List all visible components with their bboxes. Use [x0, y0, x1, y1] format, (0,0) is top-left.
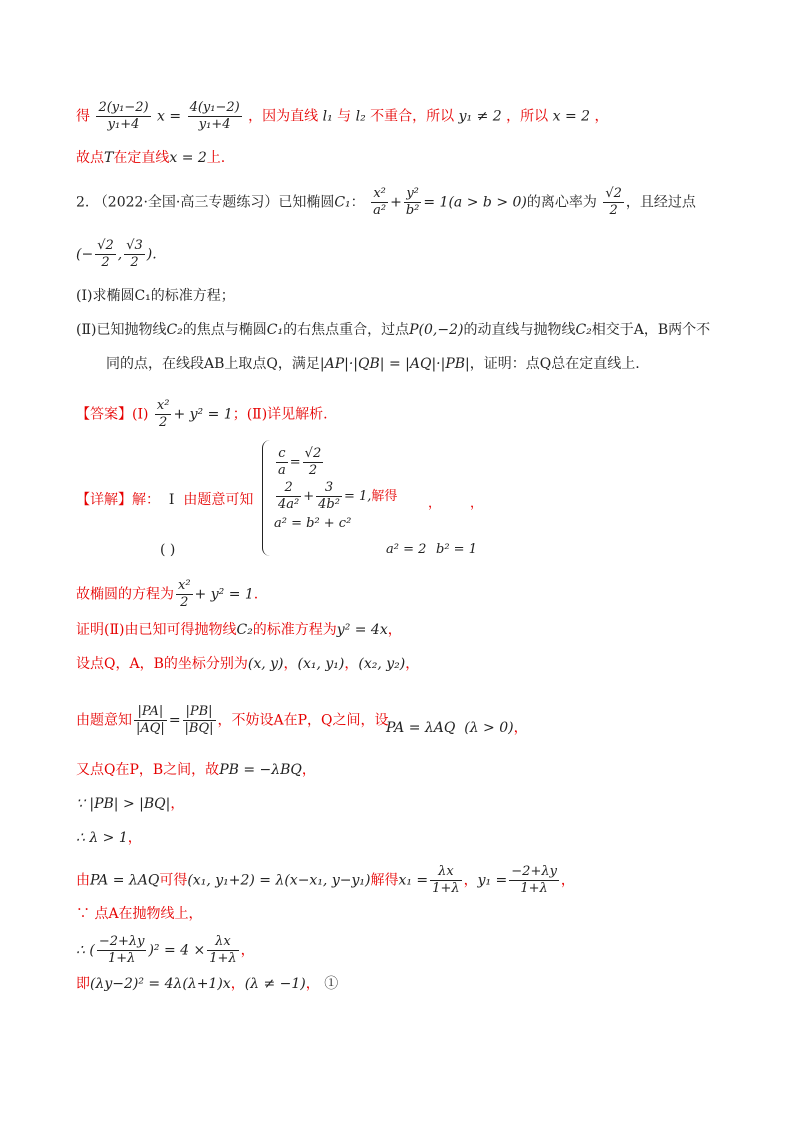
- numerator: √3: [126, 238, 143, 253]
- text: 证明(Ⅱ)由已知可得抛物线: [76, 622, 237, 638]
- equation: a² = b² + c²: [274, 516, 352, 531]
- text: ，: [405, 656, 420, 672]
- proof-line-10: [76, 974, 338, 994]
- numerator: √2: [97, 238, 114, 253]
- text: ；: [232, 406, 247, 423]
- equation-system-brace: [262, 440, 271, 556]
- numerator: √2: [605, 186, 622, 201]
- proof-line-5: [76, 794, 184, 814]
- denominator: 2: [159, 415, 168, 430]
- text: ，: [240, 942, 255, 959]
- denominator: b²: [405, 203, 420, 218]
- text: ，: [305, 976, 320, 992]
- denominator: a: [278, 463, 286, 478]
- numerator: y²: [404, 186, 422, 203]
- text: 又点Q在P，B之间，故: [76, 762, 220, 778]
- denominator: 1+λ: [209, 951, 237, 966]
- text: 不重合，所以: [370, 108, 455, 125]
- proof-line-7: [76, 864, 575, 897]
- system-eq-3: [274, 516, 351, 531]
- denominator: 1+λ: [107, 951, 136, 966]
- text: 由: [76, 872, 90, 889]
- line-l1: l₁: [322, 108, 333, 125]
- proof-line-1: [76, 620, 402, 640]
- equation-tail: + y² = 1: [173, 406, 233, 423]
- numerator: −2+λy: [98, 934, 145, 949]
- result: x = 2: [552, 108, 591, 125]
- parabola-name: C₂: [575, 322, 592, 338]
- text: =: [168, 712, 181, 729]
- text: 即: [76, 976, 90, 992]
- text: ，所以: [506, 108, 549, 125]
- derivation-line-2: [76, 148, 225, 168]
- system-eq-2: [274, 480, 397, 513]
- text: +: [303, 489, 315, 504]
- equation: (x₁, y₁+2) = λ(x−x₁, y−y₁): [187, 872, 371, 889]
- text: 由题意可知: [183, 492, 254, 508]
- equation: x = 2: [169, 150, 207, 166]
- text: x₁ =: [398, 872, 429, 889]
- condition: (λ ≠ −1): [244, 976, 306, 992]
- proof-line-2: [76, 654, 419, 674]
- fraction: [371, 186, 388, 219]
- text: = 1,: [343, 489, 372, 504]
- text: 的右焦点重合，过点: [283, 322, 410, 338]
- denominator: y₁+4: [107, 117, 140, 132]
- text: 相交于A，B两个不: [591, 322, 711, 338]
- text: ，且经过点: [625, 194, 696, 211]
- text: 在定直线: [113, 150, 170, 166]
- proof-line-4: [76, 760, 316, 780]
- equation-mid: x =: [157, 108, 182, 125]
- numerator: x²: [178, 578, 191, 593]
- solution-b: [436, 542, 477, 557]
- roman-numeral: Ⅰ: [168, 492, 175, 508]
- denominator: 2: [130, 255, 139, 270]
- vector-equation: PA = λAQ: [90, 872, 160, 889]
- fraction: [95, 238, 116, 271]
- text: 同的点，在线段AB上取点Q，满足: [106, 356, 320, 372]
- text: (Ⅰ)求椭圆C₁的标准方程；: [76, 288, 235, 304]
- text: 解：: [132, 492, 160, 508]
- circled-number: ①: [324, 976, 339, 992]
- text: 的焦点与椭圆: [182, 322, 267, 338]
- text: 可得: [159, 872, 188, 889]
- text: ∴ (: [76, 942, 95, 959]
- point-a: (x₁, y₁): [297, 656, 345, 672]
- text: ，: [230, 976, 245, 992]
- text: (Ⅱ)已知抛物线: [76, 322, 167, 338]
- line-l2: l₂: [355, 108, 366, 125]
- text: (Ⅰ): [132, 406, 149, 423]
- denominator: 2: [308, 463, 318, 478]
- text: 设点Q，A，B的坐标分别为: [76, 656, 248, 672]
- detail-comma: [428, 492, 441, 511]
- numerator: |PA|: [134, 704, 167, 721]
- problem-part-2b: [106, 354, 640, 374]
- text: 的离心率为: [526, 194, 597, 211]
- text: 的标准方程为: [252, 622, 337, 638]
- text: ，: [428, 496, 442, 511]
- fraction: [404, 186, 422, 219]
- fraction: [509, 864, 559, 897]
- fraction-right: [188, 100, 242, 133]
- proof-line-8: [76, 904, 203, 924]
- text: 的动直线与抛物线: [463, 322, 576, 338]
- numerator: |PB|: [183, 704, 216, 721]
- text: 由题意知: [76, 712, 132, 729]
- text: 得: [76, 108, 90, 125]
- text: 已知椭圆: [278, 194, 335, 211]
- inequality: ∴ λ > 1: [76, 830, 128, 846]
- vector-equation: PB = −λBQ: [219, 762, 302, 778]
- fraction: [134, 704, 167, 737]
- fraction: [276, 446, 288, 479]
- text: )² = 4 ×: [148, 942, 206, 959]
- detail-tag: 【详解】: [76, 492, 132, 508]
- text: 与: [337, 108, 352, 125]
- text: ，: [513, 720, 528, 736]
- denominator: 4a²: [278, 497, 300, 512]
- text: ，: [594, 108, 609, 125]
- fraction: [97, 934, 147, 967]
- text: ，: [301, 762, 316, 778]
- problem-source: （2022·全国·高三专题练习）: [93, 194, 279, 211]
- numerator: λx: [207, 934, 238, 951]
- ellipse-name: C₁: [334, 194, 351, 211]
- proof-line-6: [76, 828, 142, 848]
- text: ，: [463, 872, 478, 889]
- text: .: [253, 586, 259, 603]
- point-p: P(0,−2): [409, 322, 464, 338]
- denominator: a²: [373, 203, 387, 218]
- condition: (λ > 0): [464, 720, 514, 736]
- text: ( ): [160, 542, 176, 558]
- fraction: [183, 704, 216, 737]
- text: (Ⅱ)详见解析.: [246, 406, 328, 423]
- condition: y₁ ≠ 2: [458, 108, 502, 125]
- text: ，: [560, 872, 575, 889]
- detail-line: [76, 490, 253, 510]
- text: 解得: [370, 872, 399, 889]
- system-eq-1: [274, 446, 325, 479]
- text: 故点: [76, 150, 104, 166]
- denominator: 1+λ: [432, 881, 460, 896]
- problem-statement: 2. （2022·全国·高三专题练习）已知椭圆C₁： $\frac{\text{x²}}{\text{a²}}$ + $\frac{\text{y²}}{\text{b²}}$ = 1(a > b > 0)的离心率为 $\frac{√2}{2}$ ，且经过点: [76, 186, 696, 218]
- point-b: (x₂, y₂): [358, 656, 406, 672]
- proof-line-3-vector: [386, 718, 528, 738]
- text: y₁ =: [477, 872, 508, 889]
- proof-line-9: [76, 934, 255, 967]
- fraction-left: [96, 100, 150, 133]
- numerator: 2: [276, 480, 301, 497]
- fraction: [155, 398, 172, 431]
- equation: a² = 2: [386, 542, 427, 557]
- equation-tail: + y² = 1: [194, 586, 254, 603]
- fraction: [124, 238, 145, 271]
- text: ，不妨设A在P，Q之间，设: [217, 712, 389, 729]
- denominator: 4b²: [318, 497, 340, 512]
- denominator: |BQ|: [184, 721, 214, 736]
- ellipse-name: C₁: [266, 322, 284, 338]
- problem-part-1: [76, 286, 235, 306]
- denominator: y₁+4: [198, 117, 231, 132]
- text: ：: [350, 194, 365, 211]
- inequality: ∵ |PB| > |BQ|: [76, 796, 171, 812]
- proof-line-3: [76, 704, 389, 737]
- derivation-line-1: [76, 100, 608, 133]
- parabola-name: C₂: [166, 322, 183, 338]
- numerator: x²: [371, 186, 388, 203]
- point-t: T: [104, 150, 114, 166]
- text: ，: [387, 622, 402, 638]
- solution-a: [386, 542, 426, 557]
- numerator: x²: [156, 398, 170, 413]
- condition: |AP|·|QB| = |AQ|·|PB|: [319, 356, 470, 372]
- text: (−: [76, 246, 94, 263]
- equation: b² = 1: [436, 542, 477, 557]
- text: 上.: [206, 150, 226, 166]
- denominator: 2: [101, 255, 110, 270]
- text: ，: [170, 796, 185, 812]
- fraction: [207, 934, 238, 967]
- numerator: √2: [304, 446, 322, 461]
- answer-line: [76, 398, 328, 431]
- text: ).: [146, 246, 157, 263]
- text: ，因为直线: [248, 108, 319, 125]
- fraction: [316, 480, 342, 513]
- detail-comma: [470, 492, 483, 511]
- fraction: [176, 578, 193, 611]
- problem-number: 2.: [76, 194, 90, 211]
- text: ,: [117, 246, 123, 263]
- numerator: 3: [316, 480, 342, 497]
- problem-part-2a: [76, 320, 710, 340]
- numerator: λx: [430, 864, 461, 881]
- text: ，: [127, 830, 142, 846]
- text: ，证明：点Q总在定直线上.: [469, 356, 640, 372]
- parabola-name: C₂: [236, 622, 253, 638]
- denominator: 1+λ: [520, 881, 548, 896]
- text: ，: [344, 656, 359, 672]
- text: ，: [283, 656, 298, 672]
- text: 故椭圆的方程为: [76, 586, 174, 603]
- problem-point: [76, 238, 157, 271]
- numerator: −2+λy: [511, 864, 557, 879]
- text: ，: [470, 496, 484, 511]
- text: 解得: [371, 489, 398, 504]
- denominator: 2: [609, 203, 618, 218]
- fraction: [276, 480, 301, 513]
- equation-tail: = 1(a > b > 0): [423, 194, 527, 211]
- fraction: [603, 186, 624, 219]
- equation: y² = 4x: [336, 622, 388, 638]
- fraction: [303, 446, 324, 479]
- denominator: 2: [180, 595, 189, 610]
- text: =: [289, 455, 301, 470]
- numerator: 4(y₁−2): [189, 100, 240, 115]
- conclusion-line: [76, 578, 258, 611]
- answer-tag: 【答案】: [76, 406, 132, 423]
- numerator: 2(y₁−2): [98, 100, 149, 115]
- equation: (λy−2)² = 4λ(λ+1)x: [90, 976, 231, 992]
- point-q: (x, y): [247, 656, 284, 672]
- detail-paren: [160, 540, 175, 560]
- fraction: [430, 864, 461, 897]
- text: ∵ 点A在抛物线上，: [76, 906, 203, 922]
- denominator: |AQ|: [136, 721, 165, 736]
- numerator: c: [276, 446, 288, 463]
- vector-equation: PA = λAQ: [386, 720, 456, 736]
